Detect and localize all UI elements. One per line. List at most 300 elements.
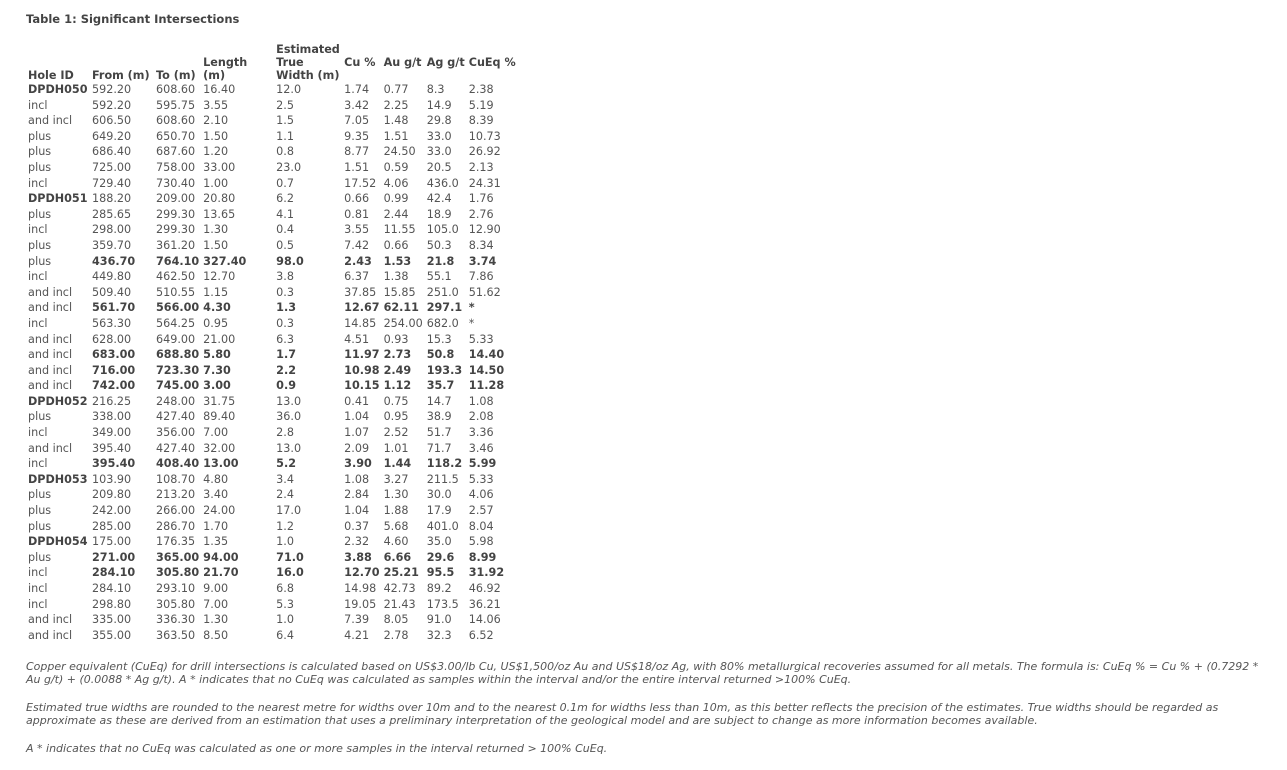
table-title: Table 1: Significant Intersections [26,12,240,26]
from-cell: 742.00 [92,379,136,393]
hole-id-cell: DPDH050 [28,83,88,96]
ag-cell: 682.0 [426,316,459,330]
au-cell: 1.88 [383,504,409,518]
cu-cell: 4.21 [344,628,370,642]
hole-id-cell: and incl [28,348,73,362]
to-cell: 688.80 [156,348,200,362]
ag-cell: 29.6 [426,550,455,564]
table-row [26,113,518,129]
au-cell: 21.43 [383,597,416,611]
to-cell: 266.00 [156,504,196,518]
to-cell: 213.20 [156,488,196,502]
true-width-cell: 98.0 [276,254,304,268]
from-cell: 298.00 [92,223,132,237]
length-cell: 1.30 [203,223,229,237]
table-row [26,456,518,472]
cu-cell: 3.90 [344,457,372,471]
length-cell: 2.10 [203,114,229,128]
ag-cell: 21.8 [426,254,455,268]
true-width-cell: 5.2 [276,457,296,471]
true-width-cell: 12.0 [276,83,302,96]
from-cell: 349.00 [92,426,132,440]
to-cell: 108.70 [156,472,196,486]
length-cell: 3.55 [203,98,229,112]
to-cell: 305.80 [156,597,196,611]
true-width-cell: 2.5 [276,98,294,112]
cu-cell: 2.43 [344,254,372,268]
length-cell: 3.00 [203,379,231,393]
cueq-cell: 4.06 [468,488,494,502]
hole-id-cell: plus [28,207,52,221]
table-row [26,487,518,503]
true-width-cell: 1.5 [276,114,294,128]
au-cell: 2.78 [383,628,409,642]
to-cell: 649.00 [156,332,196,346]
hole-id-cell: incl [28,566,48,580]
hole-id-cell: incl [28,426,48,440]
ag-cell: 30.0 [426,488,452,502]
length-cell: 21.00 [203,332,236,346]
true-width-cell: 4.1 [276,207,294,221]
hole-id-cell: and incl [28,285,73,299]
true-width-cell: 17.0 [276,504,302,518]
length-cell: 1.00 [203,176,229,190]
to-cell: 595.75 [156,98,196,112]
true-width-cell: 0.9 [276,379,296,393]
from-cell: 216.25 [92,394,132,408]
au-cell: 0.59 [383,160,409,174]
length-cell: 32.00 [203,441,236,455]
hole-id-cell: and incl [28,332,73,346]
header-to: To (m) [156,69,196,82]
length-cell: 1.70 [203,519,229,533]
cu-cell: 11.97 [344,348,380,362]
cu-cell: 0.66 [344,192,370,206]
length-cell: 13.00 [203,457,239,471]
to-cell: 176.35 [156,535,196,549]
true-width-cell: 71.0 [276,550,304,564]
to-cell: 361.20 [156,238,196,252]
cu-cell: 1.07 [344,426,370,440]
true-width-cell: 36.0 [276,410,302,424]
table-row [26,269,518,285]
cu-cell: 7.39 [344,613,370,627]
cueq-cell: 2.57 [468,504,494,518]
header-cueq: CuEq % [468,56,516,69]
hole-id-cell: plus [28,129,52,143]
to-cell: 427.40 [156,410,196,424]
ag-cell: 50.8 [426,348,455,362]
cueq-cell: 2.76 [468,207,494,221]
to-cell: 293.10 [156,582,196,595]
cueq-cell: 2.13 [468,160,494,174]
footnote-asterisk: A * indicates that no CuEq was calculated as one or more samples in the interval returned > 100% CuEq. [26,742,608,755]
cueq-cell: 8.04 [468,519,494,533]
au-cell: 3.27 [383,472,409,486]
length-cell: 31.75 [203,394,236,408]
true-width-cell: 0.3 [276,316,294,330]
hole-id-cell: incl [28,457,48,471]
to-cell: 248.00 [156,394,196,408]
true-width-cell: 16.0 [276,566,304,580]
length-cell: 33.00 [203,160,236,174]
from-cell: 298.80 [92,597,132,611]
hole-id-cell: and incl [28,379,73,393]
hole-id-cell: plus [28,550,52,564]
to-cell: 687.60 [156,145,196,159]
to-cell: 723.30 [156,363,200,377]
length-cell: 89.40 [203,410,236,424]
ag-cell: 193.3 [426,363,463,377]
length-cell: 1.15 [203,285,229,299]
table-row [26,441,518,457]
table-row [26,316,518,332]
ag-cell: 33.0 [426,129,452,143]
true-width-cell: 6.2 [276,192,294,206]
hole-id-cell: plus [28,145,52,159]
ag-cell: 18.9 [426,207,452,221]
footnotes [26,660,1271,770]
au-cell: 254.00 [383,316,423,330]
ag-cell: 42.4 [426,192,452,206]
from-cell: 561.70 [92,301,136,315]
from-cell: 285.00 [92,519,132,533]
au-cell: 2.44 [383,207,409,221]
cu-cell: 7.42 [344,238,370,252]
cu-cell: 1.04 [344,504,370,518]
cueq-cell: 36.21 [468,597,501,611]
au-cell: 4.60 [383,535,409,549]
au-cell: 25.21 [383,566,419,580]
table-header-row [26,43,518,82]
true-width-cell: 13.0 [276,441,302,455]
from-cell: 359.70 [92,238,132,252]
hole-id-cell: plus [28,160,52,174]
header-ag: Ag g/t [426,56,465,69]
true-width-cell: 0.5 [276,238,294,252]
cu-cell: 0.37 [344,519,370,533]
table-row [26,238,518,254]
from-cell: 725.00 [92,160,132,174]
length-cell: 1.30 [203,613,229,627]
to-cell: 356.00 [156,426,196,440]
length-cell: 16.40 [203,83,236,96]
cueq-cell: 10.73 [468,129,501,143]
cueq-cell: 14.40 [468,348,505,362]
au-cell: 1.38 [383,270,409,284]
cu-cell: 1.08 [344,472,370,486]
cu-cell: 9.35 [344,129,370,143]
cu-cell: 0.41 [344,394,370,408]
hole-id-cell: and incl [28,441,73,455]
true-width-cell: 2.8 [276,426,294,440]
cueq-cell: 14.50 [468,363,505,377]
table-row [26,347,518,363]
from-cell: 649.20 [92,129,132,143]
from-cell: 355.00 [92,628,132,642]
from-cell: 175.00 [92,535,132,549]
au-cell: 1.44 [383,457,412,471]
true-width-cell: 3.8 [276,270,294,284]
table-row [26,519,518,535]
hole-id-cell: incl [28,597,48,611]
table-row [26,394,518,410]
cu-cell: 1.74 [344,83,370,96]
length-cell: 1.20 [203,145,229,159]
footnote-true-width: Estimated true widths are rounded to the nearest metre for widths over 10m and to the nearest 0.1m for widths less than 10m, as this better reflects the precision of the estimates. True widths should be regarded as approximate as these are derived from an estimation that uses a preliminary interpretation of the geological model and are subject to change as more information becomes available. [26,701,1219,727]
true-width-cell: 1.1 [276,129,294,143]
from-cell: 209.80 [92,488,132,502]
au-cell: 0.75 [383,394,409,408]
cu-cell: 8.77 [344,145,370,159]
cu-cell: 2.32 [344,535,370,549]
cu-cell: 1.51 [344,160,370,174]
ag-cell: 32.3 [426,628,452,642]
true-width-cell: 3.4 [276,472,294,486]
length-cell: 9.00 [203,582,229,595]
cueq-cell: 12.90 [468,223,501,237]
hole-id-cell: plus [28,410,52,424]
from-cell: 436.70 [92,254,136,268]
ag-cell: 38.9 [426,410,452,424]
cueq-cell: 3.46 [468,441,494,455]
to-cell: 510.55 [156,285,196,299]
table-row [26,378,518,394]
length-cell: 7.30 [203,363,231,377]
table-row [26,222,518,238]
ag-cell: 71.7 [426,441,452,455]
hole-id-cell: DPDH051 [28,192,88,206]
au-cell: 0.77 [383,83,409,96]
length-cell: 1.50 [203,129,229,143]
footnote-cueq-formula: Copper equivalent (CuEq) for drill intersections is calculated based on US$3.00/lb Cu, US$1,500/oz Au and US$18/oz Ag, with 80% metallurgical recoveries assumed for all metals. The formula is: CuEq % = Cu % + (0.7292 * Au g/t) + (0.0088 * Ag g/t). A * indicates that no CuEq was calculated as samples within the interval and/or the entire interval returned >100% CuEq. [26,660,1259,686]
true-width-cell: 13.0 [276,394,302,408]
to-cell: 286.70 [156,519,196,533]
au-cell: 2.25 [383,98,409,112]
length-cell: 13.65 [203,207,236,221]
ag-cell: 33.0 [426,145,452,159]
cueq-cell: 7.86 [468,270,494,284]
true-width-cell: 0.7 [276,176,294,190]
from-cell: 509.40 [92,285,132,299]
cueq-cell: 2.38 [468,83,494,96]
au-cell: 0.99 [383,192,409,206]
hole-id-cell: and incl [28,114,73,128]
cueq-cell: 5.19 [468,98,494,112]
to-cell: 566.00 [156,301,200,315]
ag-cell: 251.0 [426,285,459,299]
table-row [26,425,518,441]
true-width-cell: 1.0 [276,613,294,627]
true-width-cell: 0.8 [276,145,294,159]
au-cell: 2.49 [383,363,412,377]
cu-cell: 3.88 [344,550,372,564]
table-row [26,534,518,550]
cu-cell: 17.52 [344,176,377,190]
au-cell: 15.85 [383,285,416,299]
length-cell: 1.35 [203,535,229,549]
from-cell: 284.10 [92,566,136,580]
to-cell: 299.30 [156,207,196,221]
to-cell: 564.25 [156,316,196,330]
to-cell: 408.40 [156,457,200,471]
cu-cell: 19.05 [344,597,377,611]
table-body [26,82,518,643]
from-cell: 242.00 [92,504,132,518]
ag-cell: 55.1 [426,270,452,284]
hole-id-cell: and incl [28,628,73,642]
cu-cell: 3.42 [344,98,370,112]
cueq-cell: 5.99 [468,457,497,471]
hole-id-cell: plus [28,519,52,533]
au-cell: 24.50 [383,145,416,159]
table-row [26,612,518,628]
cueq-cell: 26.92 [468,145,501,159]
to-cell: 745.00 [156,379,200,393]
to-cell: 336.30 [156,613,196,627]
au-cell: 1.53 [383,254,412,268]
to-cell: 764.10 [156,254,200,268]
header-hole-id: Hole ID [28,69,74,82]
au-cell: 62.11 [383,301,419,315]
table-row [26,628,518,644]
au-cell: 2.73 [383,348,412,362]
hole-id-cell: and incl [28,363,73,377]
length-cell: 8.50 [203,628,229,642]
au-cell: 1.48 [383,114,409,128]
true-width-cell: 5.3 [276,597,294,611]
cueq-cell: 8.34 [468,238,494,252]
table-row [26,191,518,207]
hole-id-cell: incl [28,316,48,330]
cueq-cell: 6.52 [468,628,494,642]
true-width-cell: 2.4 [276,488,294,502]
ag-cell: 35.0 [426,535,452,549]
from-cell: 729.40 [92,176,132,190]
cueq-cell: 3.74 [468,254,497,268]
true-width-cell: 6.3 [276,332,294,346]
length-cell: 327.40 [203,254,247,268]
cueq-cell: 51.62 [468,285,501,299]
cueq-cell: * [468,301,475,315]
from-cell: 686.40 [92,145,132,159]
ag-cell: 14.7 [426,394,452,408]
cueq-cell: 5.33 [468,472,494,486]
hole-id-cell: plus [28,238,52,252]
from-cell: 284.10 [92,582,132,595]
from-cell: 683.00 [92,348,136,362]
cueq-cell: * [468,316,475,330]
hole-id-cell: DPDH054 [28,535,88,549]
to-cell: 608.60 [156,83,196,96]
hole-id-cell: incl [28,223,48,237]
ag-cell: 89.2 [426,582,452,595]
length-cell: 1.50 [203,238,229,252]
table-row [26,550,518,566]
table-row [26,472,518,488]
from-cell: 606.50 [92,114,132,128]
hole-id-cell: incl [28,176,48,190]
hole-id-cell: plus [28,488,52,502]
cueq-cell: 2.08 [468,410,494,424]
cueq-cell: 8.99 [468,550,497,564]
table-row [26,332,518,348]
table-row [26,285,518,301]
to-cell: 650.70 [156,129,196,143]
hole-id-cell: incl [28,270,48,284]
true-width-cell: 0.4 [276,223,294,237]
ag-cell: 105.0 [426,223,459,237]
header-true-width-line2: True [276,56,304,69]
from-cell: 285.65 [92,207,132,221]
cu-cell: 14.98 [344,582,377,595]
length-cell: 5.80 [203,348,231,362]
length-cell: 7.00 [203,426,229,440]
ag-cell: 17.9 [426,504,452,518]
ag-cell: 436.0 [426,176,459,190]
length-cell: 3.40 [203,488,229,502]
table-row [26,207,518,223]
ag-cell: 51.7 [426,426,452,440]
ag-cell: 401.0 [426,519,459,533]
au-cell: 4.06 [383,176,409,190]
from-cell: 271.00 [92,550,136,564]
cu-cell: 3.55 [344,223,370,237]
cueq-cell: 46.92 [468,582,501,595]
table-row [26,129,518,145]
cueq-cell: 11.28 [468,379,505,393]
to-cell: 209.00 [156,192,196,206]
ag-cell: 15.3 [426,332,452,346]
au-cell: 1.01 [383,441,409,455]
true-width-cell: 1.7 [276,348,296,362]
cueq-cell: 3.36 [468,426,494,440]
au-cell: 1.30 [383,488,409,502]
from-cell: 335.00 [92,613,132,627]
true-width-cell: 1.3 [276,301,296,315]
from-cell: 563.30 [92,316,132,330]
cu-cell: 14.85 [344,316,377,330]
ag-cell: 29.8 [426,114,452,128]
from-cell: 592.20 [92,83,132,96]
cueq-cell: 1.08 [468,394,494,408]
au-cell: 5.68 [383,519,409,533]
cu-cell: 1.04 [344,410,370,424]
true-width-cell: 1.0 [276,535,294,549]
from-cell: 188.20 [92,192,132,206]
to-cell: 299.30 [156,223,196,237]
cu-cell: 12.70 [344,566,380,580]
header-true-width [274,43,342,82]
true-width-cell: 2.2 [276,363,296,377]
table-row [26,363,518,379]
hole-id-cell: plus [28,254,52,268]
header-from: From (m) [92,69,150,82]
hole-id-cell: incl [28,98,48,112]
cueq-cell: 8.39 [468,114,494,128]
length-cell: 4.30 [203,301,231,315]
from-cell: 395.40 [92,441,132,455]
ag-cell: 20.5 [426,160,452,174]
length-cell: 24.00 [203,504,236,518]
table-row [26,409,518,425]
table-row [26,144,518,160]
ag-cell: 297.1 [426,301,463,315]
true-width-cell: 6.8 [276,582,294,595]
significant-intersections-table [26,43,518,643]
header-au: Au g/t [383,56,422,69]
from-cell: 395.40 [92,457,136,471]
